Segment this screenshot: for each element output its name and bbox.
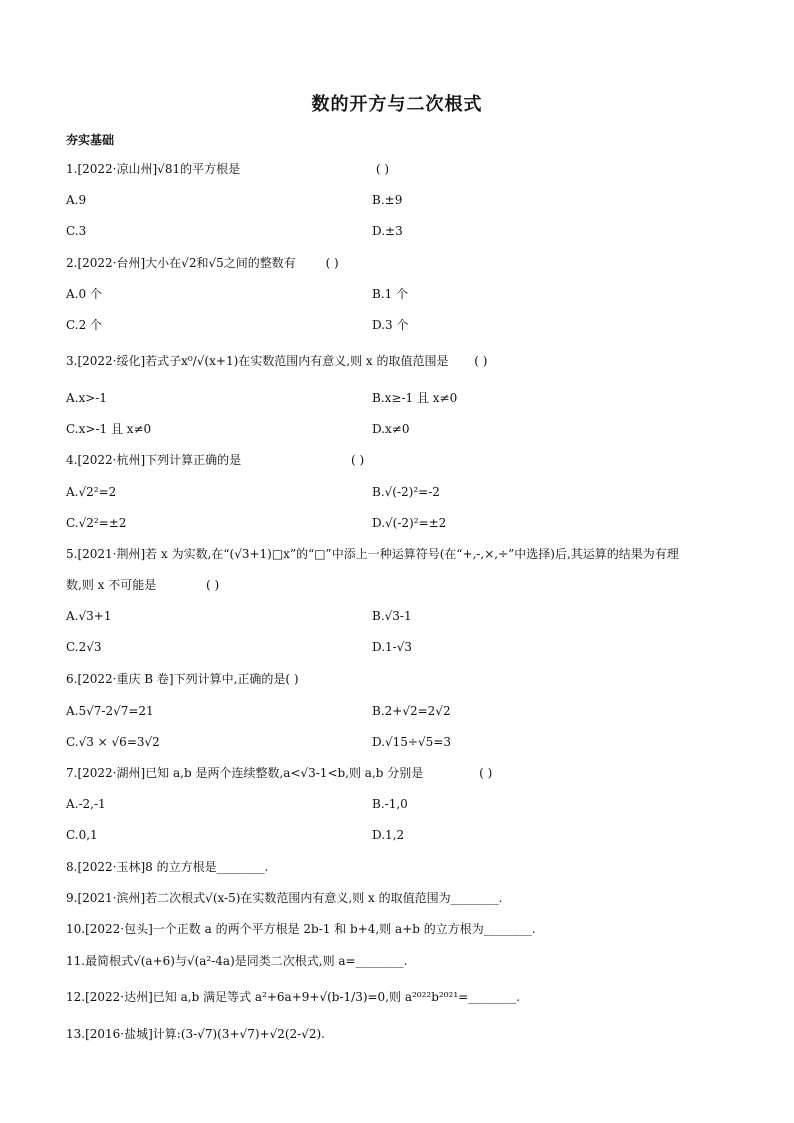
question-6-option-d: D.√15÷√5=3 [372, 735, 451, 749]
question-1-option-d: D.±3 [372, 224, 403, 238]
question-1-answer-paren: ( ) [375, 162, 390, 176]
question-2-option-d: D.3 个 [372, 318, 409, 332]
question-2-option-b: B.1 个 [372, 287, 409, 301]
question-11 [66, 952, 407, 970]
question-6-option-b: B.2+√2=2√2 [372, 704, 451, 718]
question-5-option-c: C.2√3 [66, 640, 102, 654]
question-1 [66, 160, 389, 178]
question-9-stem: 9.[2021·滨州]若二次根式√(x-5)在实数范围内有意义,则 x 的取值范围为________. [66, 891, 503, 905]
question-6-option-a: A.5√7-2√7=21 [66, 704, 154, 718]
question-4-answer-paren: ( ) [351, 453, 365, 467]
question-12-stem: 12.[2022·达州]已知 a,b 满足等式 a²+6a+9+√(b-1/3)=0,则 a²⁰²²b²⁰²¹=________. [66, 990, 521, 1004]
question-7-stem: 7.[2022·湖州]已知 a,b 是两个连续整数,a<√3-1<b,则 a,b 分别是 [66, 766, 424, 780]
question-7-option-a: A.-2,-1 [66, 797, 106, 811]
question-13 [66, 1025, 325, 1043]
section-heading: 夯实基础 [66, 133, 115, 147]
question-3-option-d: D.x≠0 [372, 422, 410, 436]
question-4-option-b: B.√(-2)²=-2 [372, 485, 440, 499]
page-title: 数的开方与二次根式 [311, 94, 483, 115]
question-6-stem: 6.[2022·重庆 B 卷]下列计算中,正确的是( ) [66, 672, 299, 686]
question-8 [66, 858, 268, 876]
question-4-option-a: A.√2²=2 [66, 485, 117, 499]
question-3-option-a: A.x>-1 [66, 391, 107, 405]
question-3-answer-paren: ( ) [474, 354, 488, 368]
question-5-stem: 5.[2021·荆州]若 x 为实数,在“(√3+1)□x”的“□”中添上一种运算符号(在“+,-,×,÷”中选择)后,其运算的结果为有理 [66, 547, 679, 561]
question-2 [66, 254, 339, 272]
question-2-option-a: A.0 个 [66, 287, 102, 301]
question-4 [66, 451, 364, 469]
question-5-stem-2: 数,则 x 不可能是 [66, 578, 157, 592]
question-7-option-b: B.-1,0 [372, 797, 408, 811]
question-13-stem: 13.[2016·盐城]计算:(3-√7)(3+√7)+√2(2-√2). [66, 1027, 325, 1041]
question-2-option-c: C.2 个 [66, 318, 103, 332]
question-7-option-c: C.0,1 [66, 828, 98, 842]
question-2-answer-paren: ( ) [325, 256, 339, 270]
question-5 [66, 545, 679, 563]
question-7-answer-paren: ( ) [479, 766, 493, 780]
question-5-option-d: D.1-√3 [372, 640, 412, 654]
question-3-stem: 3.[2022·绥化]若式子x⁰/√(x+1)在实数范围内有意义,则 x 的取值范围是 [66, 354, 449, 368]
question-5-answer-paren: ( ) [206, 578, 220, 592]
question-8-stem: 8.[2022·玉林]8 的立方根是________. [66, 860, 269, 874]
question-3 [66, 352, 487, 370]
question-5-option-a: A.√3+1 [66, 609, 112, 623]
question-1-stem: 1.[2022·凉山州]√81的平方根是 [66, 162, 241, 176]
question-1-option-c: C.3 [66, 224, 87, 238]
question-4-stem: 4.[2022·杭州]下列计算正确的是 [66, 453, 242, 467]
question-6-option-c: C.√3 × √6=3√2 [66, 735, 160, 749]
question-12 [66, 988, 520, 1006]
question-6 [66, 670, 299, 688]
question-7-option-d: D.1,2 [372, 828, 405, 842]
question-7 [66, 764, 492, 782]
question-10-stem: 10.[2022·包头]一个正数 a 的两个平方根是 2b-1 和 b+4,则 a+b 的立方根为________. [66, 922, 536, 936]
question-4-option-d: D.√(-2)²=±2 [372, 516, 447, 530]
question-3-option-b: B.x≥-1 且 x≠0 [372, 391, 458, 405]
question-10 [66, 920, 536, 938]
question-3-option-c: C.x>-1 且 x≠0 [66, 422, 152, 436]
question-5-option-b: B.√3-1 [372, 609, 412, 623]
question-1-option-a: A.9 [66, 193, 87, 207]
question-2-stem: 2.[2022·台州]大小在√2和√5之间的整数有 [66, 256, 296, 270]
question-1-option-b: B.±9 [372, 193, 403, 207]
question-4-option-c: C.√2²=±2 [66, 516, 127, 530]
question-11-stem: 11.最简根式√(a+6)与√(a²-4a)是同类二次根式,则 a=________. [66, 954, 408, 968]
question-9 [66, 889, 502, 907]
question-5-line-2 [66, 576, 219, 594]
